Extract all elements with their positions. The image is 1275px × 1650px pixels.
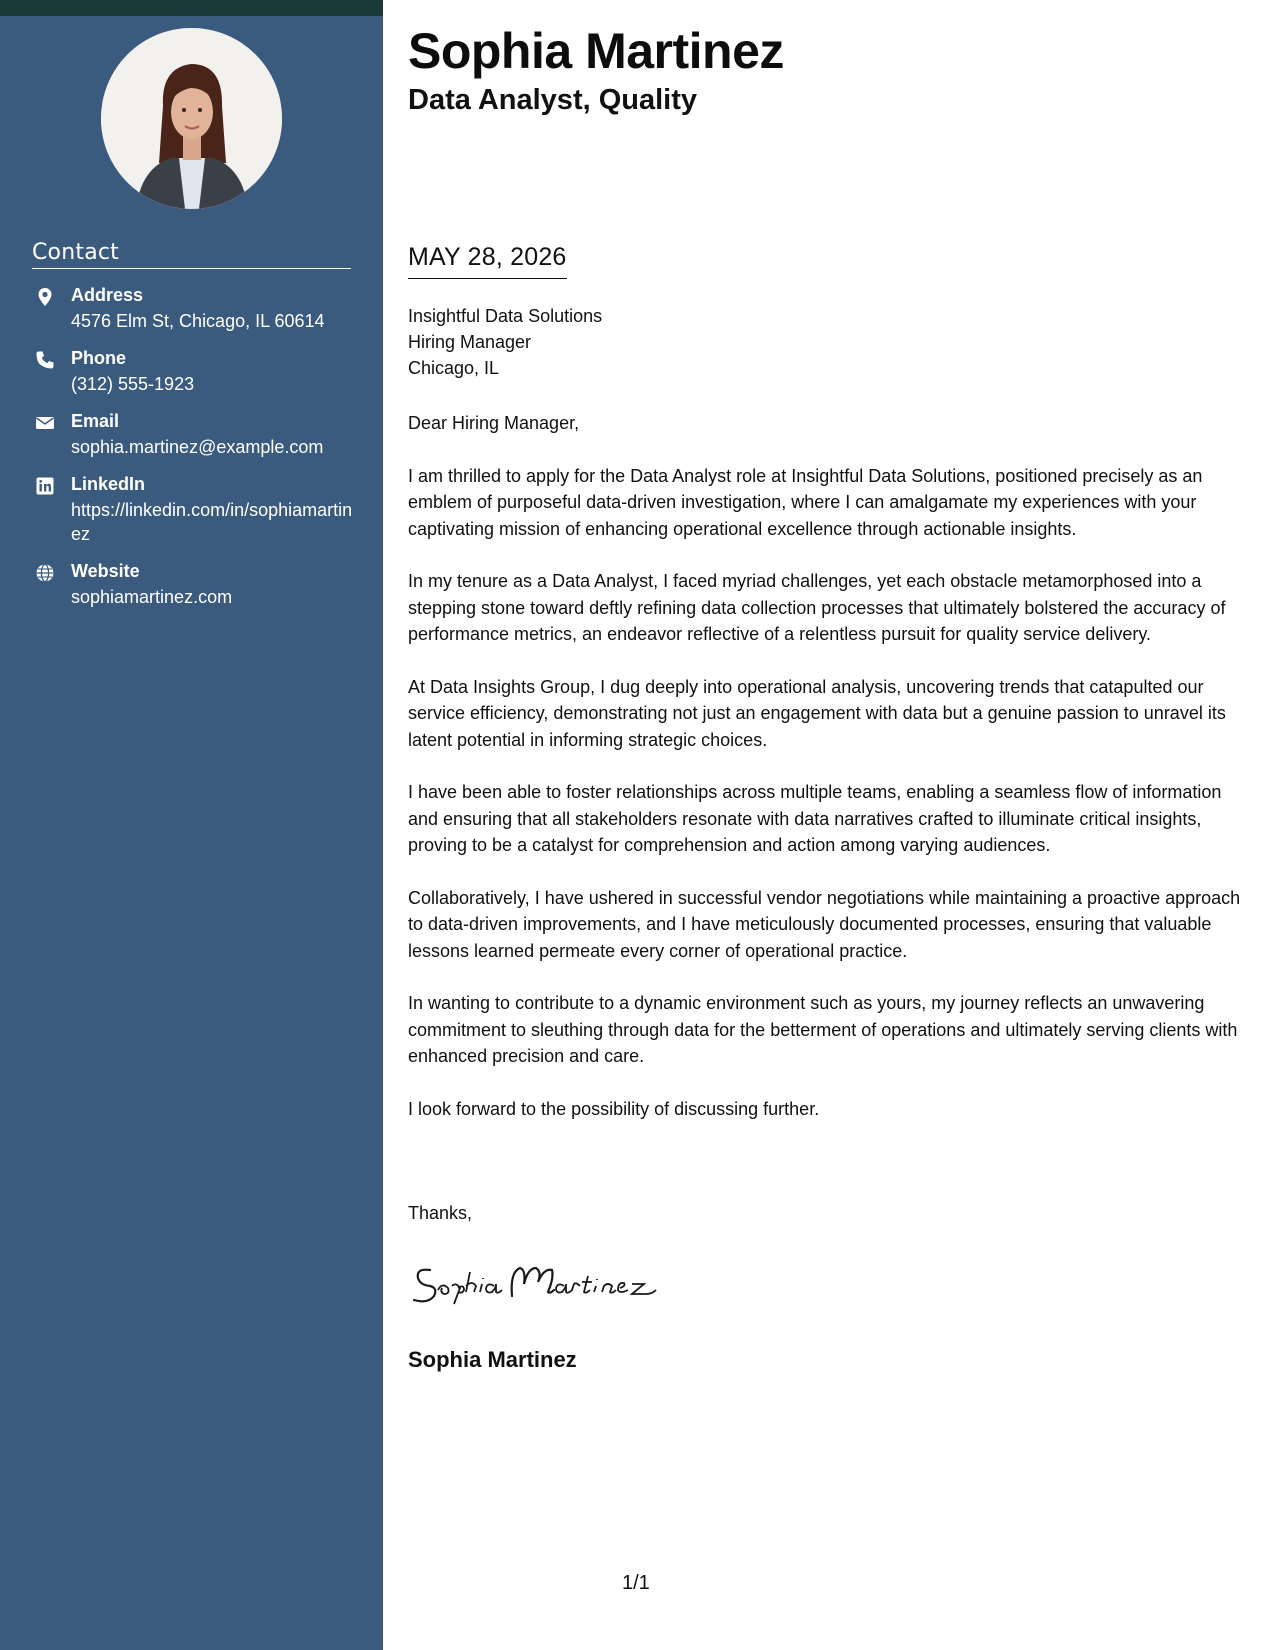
contact-label: Phone	[71, 348, 127, 368]
body-paragraph: In my tenure as a Data Analyst, I faced myriad challenges, yet each obstacle metamorphosed into a stepping stone toward deftly refining data collection processes that ultimately bolstered the accuracy of performance metrics, an endeavor reflective of a relentless pursuit for quality service delivery.	[408, 571, 1226, 644]
body-paragraph: In wanting to contribute to a dynamic environment such as yours, my journey reflects an unwavering commitment to sleuthing through data for the betterment of operations and ultimately serving clients with enhanced precision and care.	[408, 993, 1238, 1066]
recipient-role: Hiring Manager	[408, 332, 532, 352]
signer-name: Sophia Martinez	[408, 1347, 577, 1372]
recipient-location: Chicago, IL	[408, 358, 500, 378]
contact-label: Email	[71, 411, 120, 431]
body-paragraph: Collaboratively, I have ushered in successful vendor negotiations while maintaining a proactive approach to data-driven improvements, and I have meticulously documented processes, ensuring that valuable lessons learned permeate every corner of operational practice.	[408, 887, 1241, 961]
linkedin-icon	[35, 476, 55, 496]
sidebar-top-bar	[0, 0, 383, 16]
email-value[interactable]: sophia.martinez@example.com	[71, 437, 324, 457]
profile-photo-illustration	[101, 28, 282, 209]
phone-value[interactable]: (312) 555-1923	[71, 374, 195, 394]
letter-date: MAY 28, 2026	[408, 243, 567, 279]
website-value[interactable]: sophiamartinez.com	[71, 587, 233, 607]
contact-heading: Contact	[32, 240, 351, 269]
recipient-block	[408, 303, 602, 381]
sidebar	[0, 0, 383, 1650]
contact-label: Website	[71, 561, 140, 581]
profile-photo	[101, 28, 282, 209]
phone-icon	[35, 350, 55, 370]
page-number: 1/1	[622, 1572, 650, 1594]
applicant-title: Data Analyst, Quality	[408, 84, 698, 116]
envelope-icon	[35, 413, 55, 433]
closing: Thanks,	[408, 1203, 473, 1223]
body-paragraph: At Data Insights Group, I dug deeply into operational analysis, uncovering trends that catapulted our service efficiency, demonstrating not just an engagement with data but a genuine passion to unravel its latent potential in informing strategic choices.	[408, 676, 1226, 750]
address-value: 4576 Elm St, Chicago, IL 60614	[71, 311, 325, 331]
linkedin-value[interactable]: https://linkedin.com/in/sophiamartinez	[71, 500, 353, 544]
map-pin-icon	[35, 287, 55, 307]
letter-body	[408, 410, 1243, 1148]
applicant-name: Sophia Martinez	[408, 23, 784, 79]
recipient-company: Insightful Data Solutions	[408, 306, 603, 326]
contact-label: LinkedIn	[71, 474, 146, 494]
handwritten-signature	[408, 1258, 668, 1308]
body-paragraph: I look forward to the possibility of discussing further.	[408, 1098, 820, 1119]
body-paragraph: I have been able to foster relationships across multiple teams, enabling a seamless flow of information and ensuring that all stakeholders resonate with data narratives crafted to illuminate critical insights, proving to be a catalyst for comprehension and action among varying audiences.	[408, 782, 1222, 855]
globe-icon	[35, 563, 55, 583]
contact-label: Address	[71, 285, 144, 305]
salutation: Dear Hiring Manager,	[408, 413, 580, 433]
body-paragraph: I am thrilled to apply for the Data Analyst role at Insightful Data Solutions, positioned precisely as an emblem of purposeful data-driven investigation, where I can amalgamate my experiences with your captivating mission of enhancing operational excellence through actionable insights.	[408, 465, 1203, 539]
